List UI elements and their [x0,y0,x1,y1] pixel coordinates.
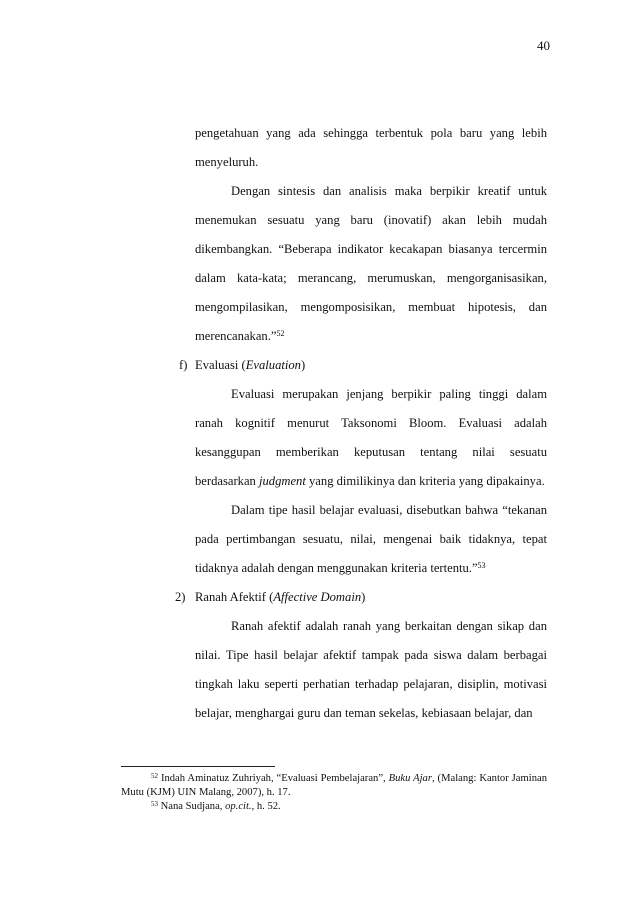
list-item-label-end: ) [300,358,306,372]
footnote-divider [121,766,275,767]
paragraph-text: Dalam tipe hasil belajar evaluasi, disebutkan bahwa “tekanan pada pertimbangan sesuatu, nilai, mengenai baik tidaknya, tepat tidaknya adalah dengan menggunakan kriteria tertentu.” [195,503,547,575]
list-item-label: Evaluasi ( [195,358,246,372]
paragraph-text-end: yang dimilikinya dan kriteria yang dipakainya. [305,474,545,488]
list-item-label-italic: Evaluation [245,358,301,372]
footnote-text-italic: Buku Ajar [388,773,432,784]
list-item-label-end: ) [361,590,366,604]
footnote-text: Indah Aminatuz Zuhriyah, “Evaluasi Pembelajaran”, [158,773,389,784]
list-marker: 2) [175,590,186,604]
list-item-label: Ranah Afektif ( [195,590,274,604]
paragraph-continuation: pengetahuan yang ada sehingga terbentuk pola baru yang lebih menyeluruh. [195,126,547,169]
footnote-ref-52: 52 [276,329,285,338]
list-marker: f) [179,358,188,372]
paragraph-text-italic: judgment [258,474,306,488]
footnote-52 [121,772,547,800]
paragraph-creative-thinking [195,177,547,351]
paragraph-evaluation-type [195,496,547,583]
footnote-text: Nana Sudjana, [158,801,226,812]
footnote-number: 53 [151,800,158,808]
page-number: 40 [537,38,550,53]
list-item-label-italic: Affective Domain [273,590,362,604]
list-item-affective-domain [175,583,547,612]
footnote-text-end: , h. 52. [251,801,281,812]
list-item-evaluation [179,351,547,380]
footnote-ref-53: 53 [477,561,486,570]
footnote-53 [121,800,547,814]
footnotes [121,766,547,814]
footnote-text-italic: op.cit. [225,801,252,812]
paragraph-text: Evaluasi merupakan jenjang berpikir paling tinggi dalam ranah kognitif menurut Taksonomi Bloom. Evaluasi adalah kesanggupan memberikan keputusan tentang nilai sesuatu berdasarkan [195,387,547,488]
paragraph-text: Dengan sintesis dan analisis maka berpikir kreatif untuk menemukan sesuatu yang baru (inovatif) akan lebih mudah dikembangkan. “Beberapa indikator kecakapan biasanya tercermin dalam kata-kata; merancang, merumuskan, mengorganisasikan, mengompilasikan, mengomposisikan, membuat hipotesis, dan merencanakan.” [195,184,547,343]
paragraph-affective: Ranah afektif adalah ranah yang berkaitan dengan sikap dan nilai. Tipe hasil belajar afektif tampak pada siswa dalam berbagai tingkah laku seperti perhatian terhadap pelajaran, disiplin, motivasi belajar, menghargai guru dan teman sekelas, kebiasaan belajar, dan [195,619,547,720]
paragraph-evaluation [195,380,547,496]
footnote-text-end: , (Malang: Kantor Jaminan Mutu (KJM) UIN Malang, 2007), h. 17. [121,773,547,798]
footnote-number: 52 [151,772,158,780]
main-text [149,119,547,728]
